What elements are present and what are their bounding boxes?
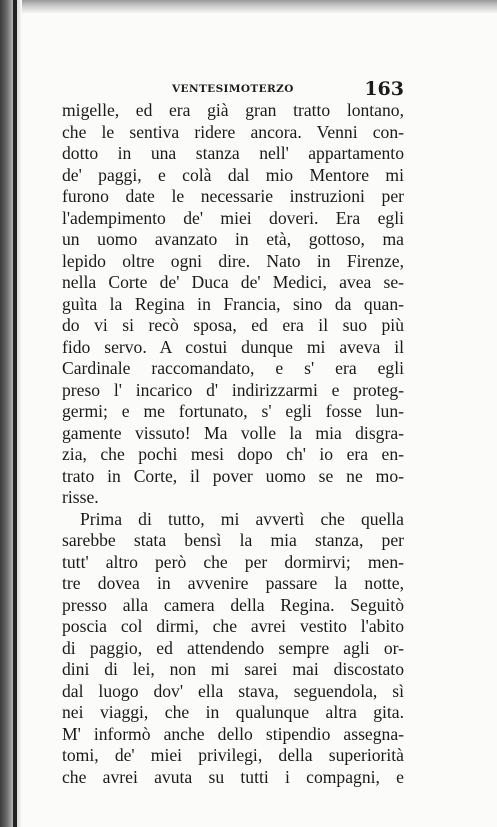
text-line: tomi, de' miei privilegi, della superiorità bbox=[62, 745, 404, 765]
text-line: risse. bbox=[62, 487, 99, 507]
text-line: nella Corte de' Duca de' Medici, avea se- bbox=[62, 272, 404, 292]
text-line: M' informò anche dello stipendio assegna- bbox=[62, 723, 404, 744]
text-line: un uomo avanzato in età, gottoso, ma bbox=[62, 229, 404, 249]
text-line: dotto in una stanza nell' appartamento bbox=[62, 143, 404, 163]
page-header bbox=[62, 80, 404, 102]
text-line: dini di lei, non mi sarei mai discostato bbox=[62, 659, 404, 679]
text-line: tre dovea in avvenire passare la notte, bbox=[62, 573, 404, 593]
text-line: zia, che pochi mesi dopo ch' io era en- bbox=[62, 444, 404, 464]
binding-gutter-line bbox=[13, 0, 17, 827]
text-line: sarebbe stata bensì la mia stanza, per bbox=[62, 530, 404, 550]
text-line: tutt' altro però che per dormirvi; men- bbox=[62, 551, 404, 572]
text-line: lepido oltre ogni dire. Nato in Firenze, bbox=[62, 250, 404, 271]
text-line: l'adempimento de' miei doveri. Era egli bbox=[62, 207, 404, 228]
text-line: fido servo. A costui dunque mi aveva il bbox=[62, 336, 404, 357]
text-line: poscia col dirmi, che avrei vestito l'abito bbox=[62, 616, 404, 636]
text-line: che avrei avuta su tutti i compagni, e bbox=[62, 766, 404, 787]
text-line: che le sentiva ridere ancora. Venni con- bbox=[62, 121, 404, 142]
page-number: 163 bbox=[364, 78, 404, 100]
text-line: guìta la Regina in Francia, sino da quan- bbox=[62, 293, 404, 314]
text-line: germi; e me fortunato, s' egli fosse lun- bbox=[62, 401, 404, 421]
text-line: trato in Corte, il pover uomo se ne mo- bbox=[62, 465, 404, 486]
text-line: preso l' incarico d' indirizzarmi e proteg- bbox=[62, 379, 404, 400]
text-line: Prima di tutto, mi avvertì che quella bbox=[80, 508, 404, 529]
binding-gutter-shadow bbox=[0, 0, 22, 827]
body-text bbox=[62, 100, 404, 788]
text-line: di paggio, ed attendendo sempre agli or- bbox=[62, 637, 404, 658]
running-title: VENTESIMOTERZO bbox=[172, 83, 294, 95]
text-line: Cardinale raccomandato, e s' era egli bbox=[62, 358, 404, 378]
text-line: do vi si recò sposa, ed era il suo più bbox=[62, 315, 404, 335]
text-line: migelle, ed era già gran tratto lontano, bbox=[62, 100, 404, 120]
text-line: nei viaggi, che in qualunque altra gita. bbox=[62, 702, 404, 722]
text-line: de' paggi, e colà dal mio Mentore mi bbox=[62, 164, 404, 185]
text-line: dal luogo dov' ella stava, seguendola, sì bbox=[62, 680, 404, 701]
text-line: presso alla camera della Regina. Seguitò bbox=[62, 594, 404, 615]
page-top-edge-shadow bbox=[0, 0, 497, 14]
text-line: furono date le necessarie instruzioni per bbox=[62, 186, 404, 206]
text-line: gamente vissuto! Ma volle la mia disgra- bbox=[62, 422, 404, 443]
